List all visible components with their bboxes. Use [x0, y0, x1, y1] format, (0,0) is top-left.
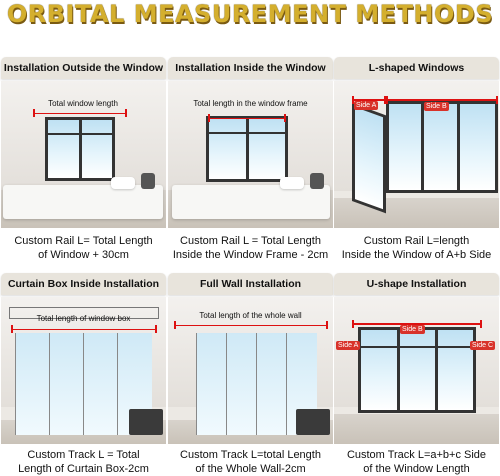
- caption-text: Custom Rail L = Total Length Inside the Window Frame - 2cm: [172, 235, 329, 261]
- window: [206, 116, 288, 182]
- measure-arrow: [33, 113, 127, 114]
- panel-header: Installation Outside the Window: [1, 57, 166, 79]
- measure-label: Total length of the whole wall: [199, 311, 302, 320]
- caption-text: Custom Track L=a+b+c Side of the Window Length: [346, 449, 487, 475]
- side-a-tag: Side A: [338, 342, 359, 349]
- room-illustration: [168, 81, 333, 228]
- measure-arrow: [174, 325, 328, 326]
- panel-u-shape: [334, 273, 499, 444]
- panel-full-wall: [168, 273, 333, 444]
- window: [358, 327, 476, 413]
- side-b-tag: Side B: [402, 326, 423, 333]
- bed: [3, 185, 163, 219]
- caption-text: Custom Track L = Total Length of Curtain Box-2cm: [18, 449, 149, 475]
- side-b-tag: Side B: [426, 103, 447, 110]
- measure-label: Total length of window box: [36, 314, 131, 323]
- measure-arrow: [208, 118, 286, 119]
- panel-l-shaped: [334, 57, 499, 228]
- side-window: [352, 103, 386, 213]
- measure-label: Total length in the window frame: [193, 99, 308, 108]
- room-illustration: [1, 81, 166, 228]
- window: [45, 117, 115, 181]
- room-illustration: [334, 81, 499, 228]
- measure-label: Total window length: [48, 99, 118, 108]
- panel-outside-window: [1, 57, 166, 228]
- measure-arrow: [11, 329, 157, 330]
- panel-header: Curtain Box Inside Installation: [1, 273, 166, 295]
- panel-header: U-shape Installation: [334, 273, 499, 295]
- caption-text: Custom Rail L= Total Length of Window + 30cm: [14, 235, 153, 261]
- panel-caption: [1, 448, 166, 476]
- bed: [172, 185, 330, 219]
- side-a-tag: Side A: [356, 102, 377, 109]
- panel-caption: [1, 234, 166, 262]
- caption-text: Custom Rail L=length Inside the Window of A+b Side: [341, 235, 492, 261]
- caption-text: Custom Track L=total Length of the Whole Wall-2cm: [180, 449, 321, 475]
- panel-caption: [168, 234, 333, 262]
- panel-header: Installation Inside the Window: [168, 57, 333, 79]
- side-c-tag: Side C: [472, 342, 494, 349]
- panel-caption: [334, 448, 499, 476]
- sofa: [129, 409, 163, 435]
- panel-caption: [168, 448, 333, 476]
- panel-curtain-box: [1, 273, 166, 444]
- room-illustration: [334, 297, 499, 444]
- panel-header: L-shaped Windows: [334, 57, 499, 79]
- panel-inside-window: [168, 57, 333, 228]
- sofa: [296, 409, 330, 435]
- panel-caption: [334, 234, 499, 262]
- room-illustration: [1, 297, 166, 444]
- page-title: ORBITAL MEASUREMENT METHODS: [6, 0, 494, 28]
- window: [386, 101, 498, 193]
- panel-header: Full Wall Installation: [168, 273, 333, 295]
- room-illustration: [168, 297, 333, 444]
